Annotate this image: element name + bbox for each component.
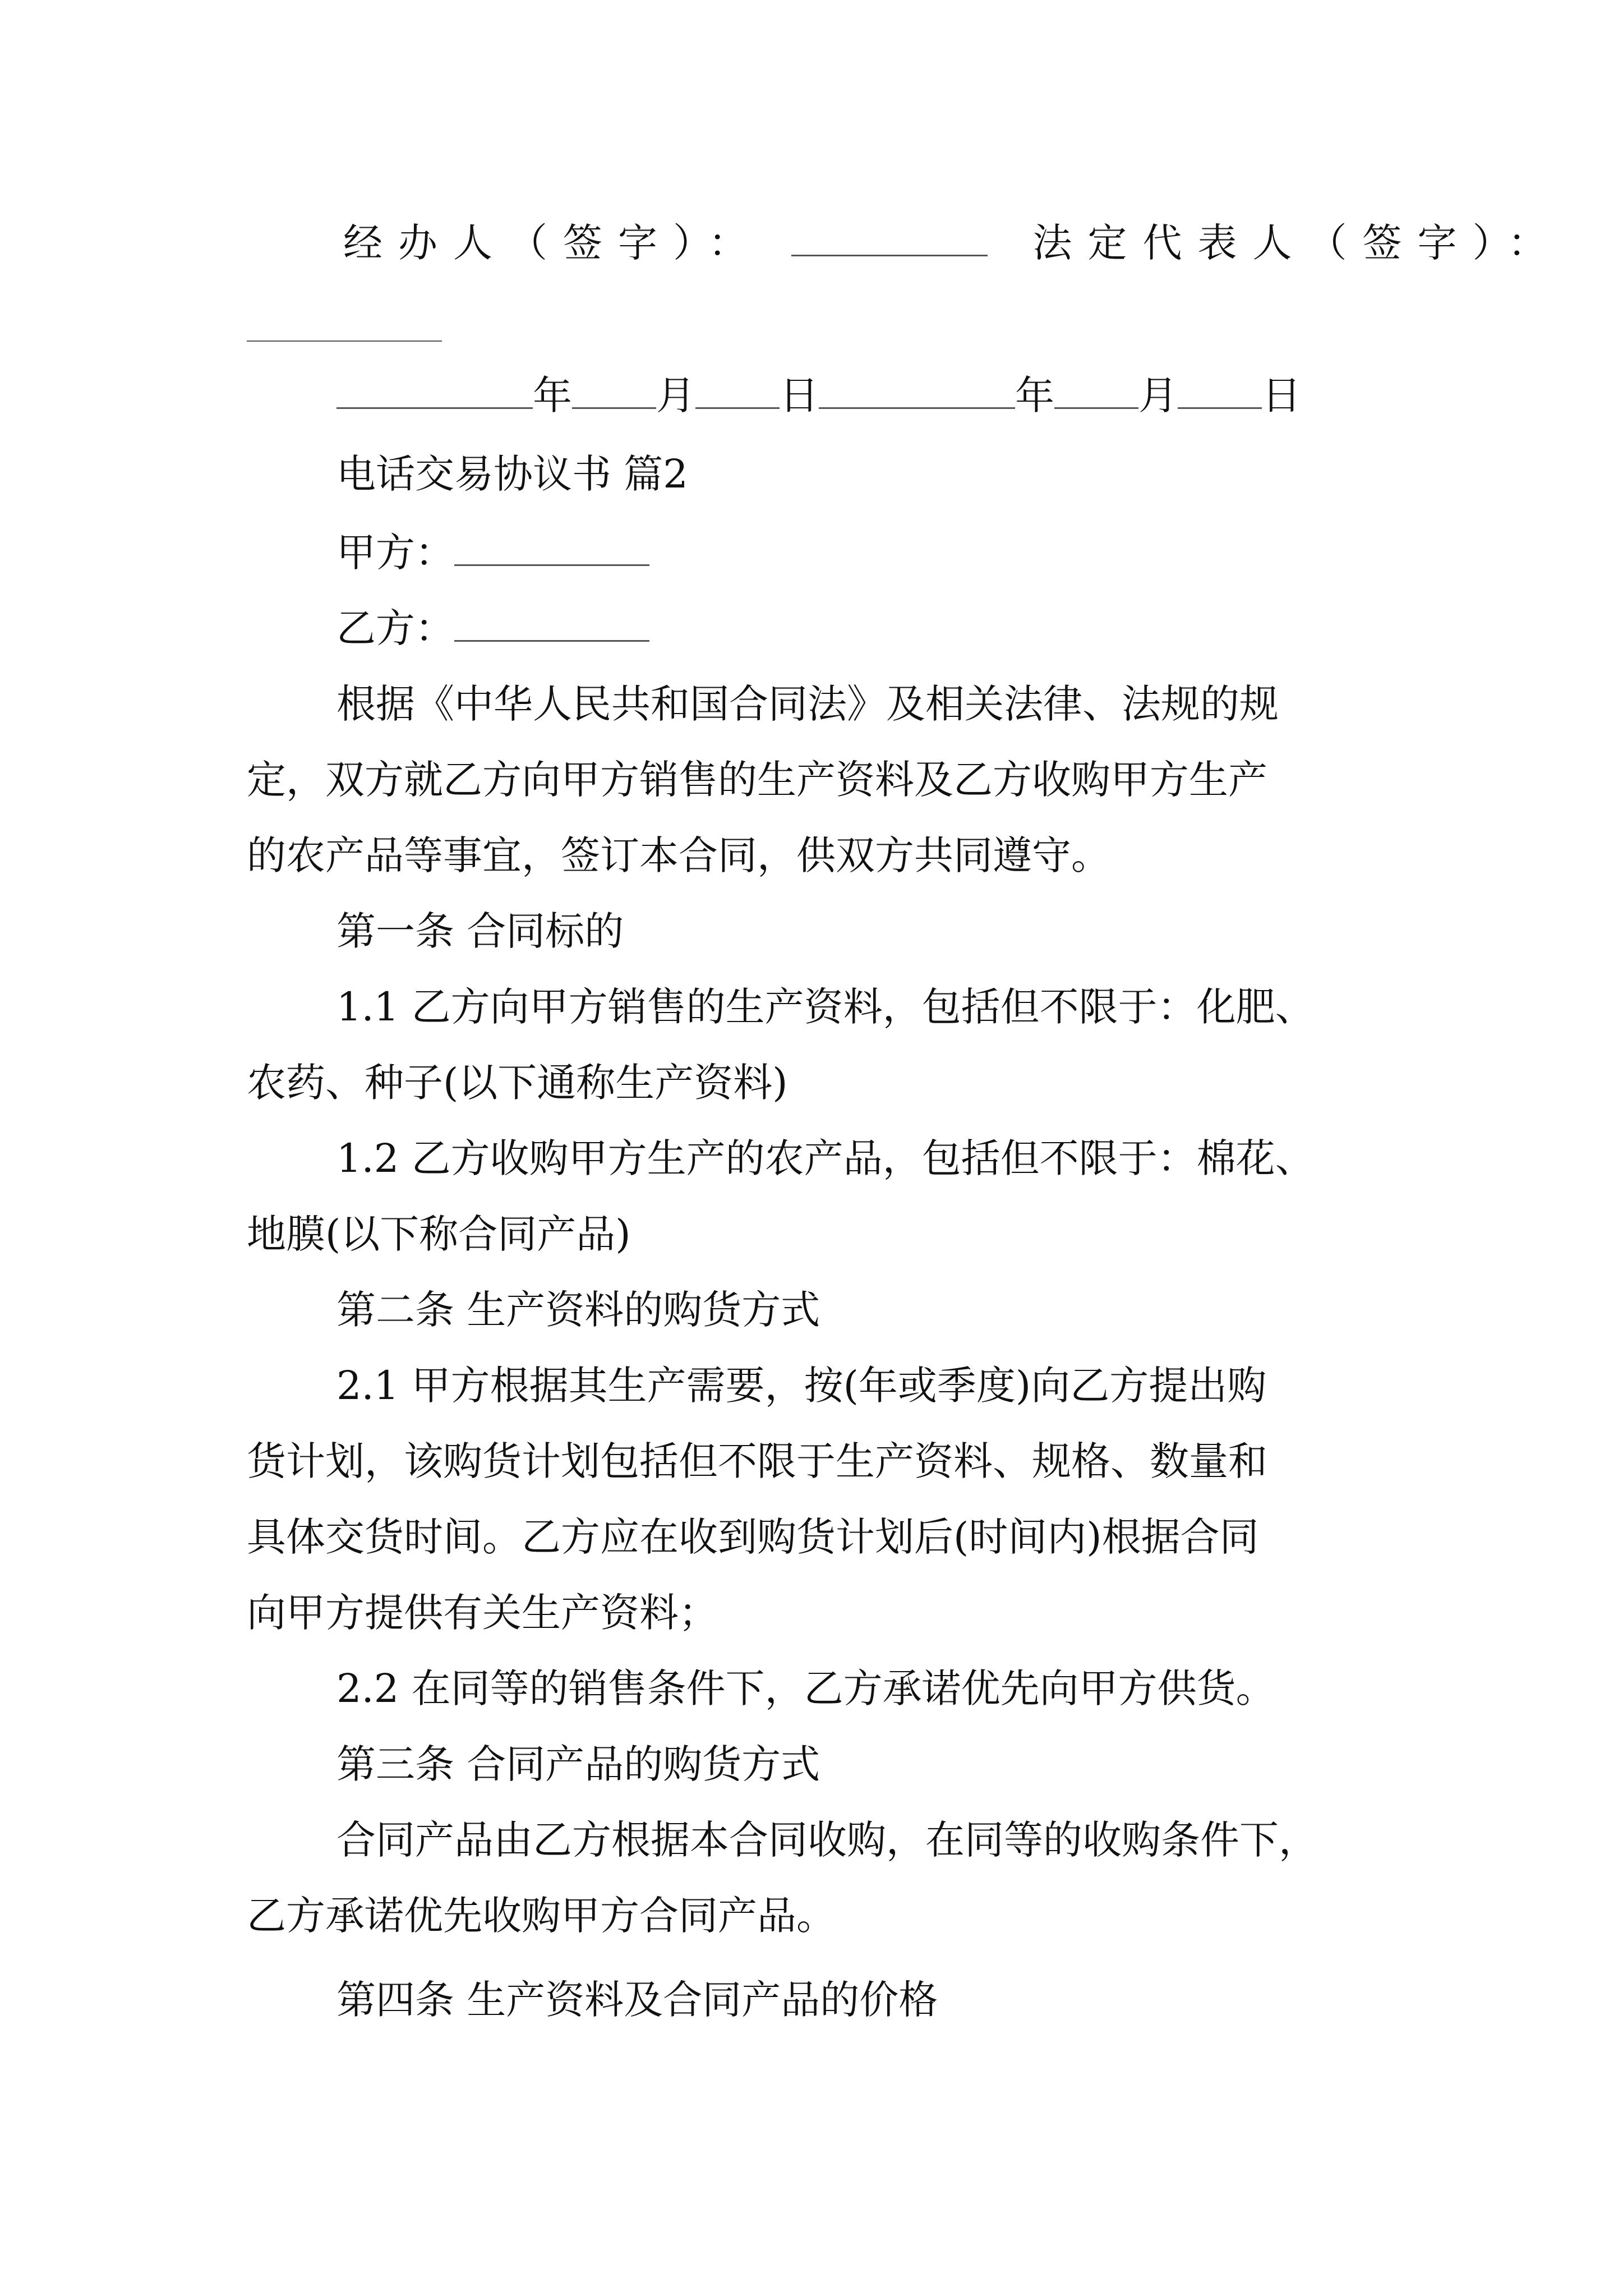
date-month-blank-1 [572, 372, 656, 409]
article-heading: 第二条 生产资料的购货方式 [336, 1287, 820, 1333]
paragraph-line: 1.2 乙方收购甲方生产的农产品，包括但不限于：棉花、 [336, 1135, 1315, 1181]
paragraph-line: 合同产品由乙方根据本合同收购，在同等的收购条件下， [336, 1817, 1318, 1863]
date-year-blank-2 [819, 372, 1015, 409]
section-heading: 电话交易协议书 篇2 [336, 451, 688, 497]
paragraph-line: 向甲方提供有关生产资料； [247, 1590, 718, 1636]
paragraph-line: 货计划，该购货计划包括但不限于生产资料、规格、数量和 [247, 1438, 1267, 1484]
paragraph-line: 1.1 乙方向甲方销售的生产资料，包括但不限于：化肥、 [336, 984, 1315, 1030]
agent-signature-label: 经办人（签字）： [343, 220, 763, 266]
date-day-blank-1 [695, 372, 780, 409]
paragraph-line: 地膜(以下称合同产品) [247, 1211, 631, 1257]
party-b-row [336, 603, 649, 654]
paragraph-line: 农药、种子(以下通称生产资料) [247, 1060, 788, 1106]
paragraph-line: 乙方承诺优先收购甲方合同产品。 [247, 1893, 836, 1939]
paragraph-line: 2.2 在同等的销售条件下，乙方承诺优先向甲方供货。 [336, 1665, 1275, 1711]
article-heading: 第一条 合同标的 [336, 908, 624, 954]
date-day-blank-2 [1178, 372, 1262, 409]
date-row [336, 370, 1301, 421]
article-heading: 第四条 生产资料及合同产品的价格 [336, 1977, 938, 2023]
article-heading: 第三条 合同产品的购货方式 [336, 1741, 820, 1787]
party-b-blank [454, 605, 649, 642]
date-month-blank-2 [1054, 372, 1138, 409]
paragraph-line: 根据《中华人民共和国合同法》及相关法律、法规的规 [336, 681, 1279, 727]
date-day-label-1: 日 [780, 372, 819, 418]
date-year-label-2: 年 [1015, 372, 1054, 418]
party-a-blank [454, 530, 649, 566]
date-day-label-2: 日 [1262, 372, 1301, 418]
paragraph-line: 具体交货时间。乙方应在收到购货计划后(时间内)根据合同 [247, 1514, 1259, 1560]
agent-signature-blank [791, 220, 988, 256]
party-b-label: 乙方： [336, 605, 454, 651]
date-month-label-1: 月 [656, 372, 695, 418]
date-year-label-1: 年 [533, 372, 572, 418]
signature-row [343, 218, 1563, 268]
paragraph-line: 2.1 甲方根据其生产需要，按(年或季度)向乙方提出购 [336, 1363, 1267, 1409]
legal-rep-signature-blank-row [247, 303, 442, 353]
date-year-blank-1 [336, 372, 533, 409]
party-a-row [336, 527, 649, 578]
party-a-label: 甲方： [336, 530, 454, 576]
paragraph-line: 的农产品等事宜，签订本合同，供双方共同遵守。 [247, 832, 1110, 878]
legal-rep-signature-label: 法定代表人（签字）： [1032, 220, 1563, 266]
legal-rep-signature-blank [247, 324, 442, 342]
date-month-label-2: 月 [1138, 372, 1178, 418]
paragraph-line: 定，双方就乙方向甲方销售的生产资料及乙方收购甲方生产 [247, 757, 1267, 803]
